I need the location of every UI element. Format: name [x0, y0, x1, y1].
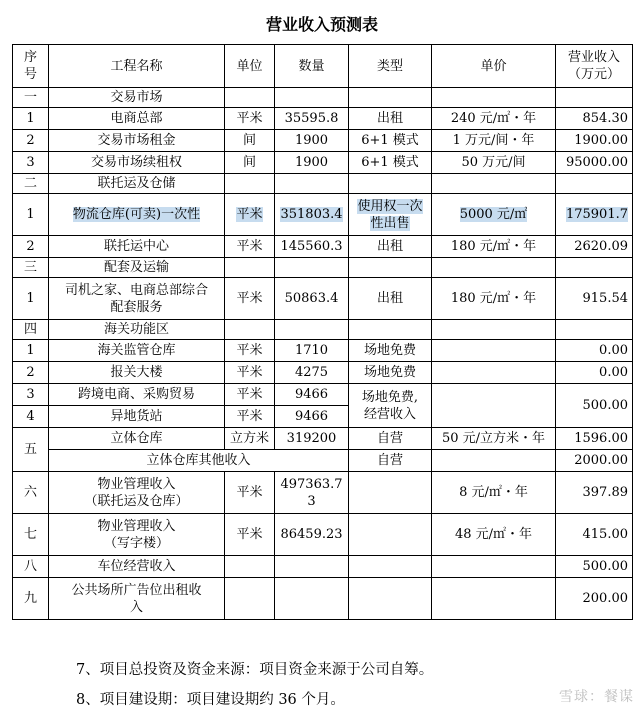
header-unit: 单位 — [225, 45, 275, 88]
header-qty: 数量 — [275, 45, 349, 88]
section-row: 三 配套及运输 — [13, 258, 633, 278]
table-row: 3 跨境电商、采购贸易 平米 9466 场地免费, 经营收入 500.00 — [13, 384, 633, 406]
table-row: 2 联托运中心 平米 145560.3 出租 180 元/㎡・年 2620.09 — [13, 236, 633, 258]
header-type: 类型 — [349, 45, 432, 88]
table-row: 4 异地货站 平米 9466 — [13, 406, 633, 428]
section-row: 四 海关功能区 — [13, 320, 633, 340]
header-seq: 序 号 — [13, 45, 49, 88]
note-8: 8、项目建设期：项目建设期约 36 个月。 — [76, 692, 345, 708]
table-row: 2 报关大楼 平米 4275 场地免费 0.00 — [13, 362, 633, 384]
revenue-forecast-table — [12, 44, 633, 620]
table-row: 七 物业管理收入 （写字楼） 平米 86459.23 48 元/㎡・年 415.00 — [13, 514, 633, 556]
table-row: 五 立体仓库 立方米 319200 自营 50 元/立方米・年 1596.00 — [13, 428, 633, 450]
table-row: 六 物业管理收入 （联托运及仓库） 平米 497363.7 3 8 元/㎡・年 397.89 — [13, 472, 633, 514]
table-row: 立体仓库其他收入 自营 2000.00 — [13, 450, 633, 472]
section-row: 一 交易市场 — [13, 88, 633, 108]
header-revenue: 营业收入 （万元） — [556, 45, 633, 88]
table-row: 八 车位经营收入 500.00 — [13, 556, 633, 578]
table-row: 九 公共场所广告位出租收 入 200.00 — [13, 578, 633, 620]
table-row: 3 交易市场续租权 间 1900 6+1 模式 50 万元/间 95000.00 — [13, 152, 633, 174]
table-row: 1 物流仓库(可卖)一次性 平米 351803.4 使用权一次 性出售 5000 元/㎡ 175901.7 — [13, 194, 633, 236]
header-row — [13, 45, 633, 88]
header-price: 单价 — [432, 45, 556, 88]
table-row: 1 司机之家、电商总部综合 配套服务 平米 50863.4 出租 180 元/㎡・年 915.54 — [13, 278, 633, 320]
table-row: 1 海关监管仓库 平米 1710 场地免费 0.00 — [13, 340, 633, 362]
note-7: 7、项目总投资及资金来源：项目资金来源于公司自筹。 — [76, 662, 434, 678]
section-row: 二 联托运及仓储 — [13, 174, 633, 194]
header-name: 工程名称 — [49, 45, 225, 88]
table-row: 2 交易市场租金 间 1900 6+1 模式 1 万元/间・年 1900.00 — [13, 130, 633, 152]
page-title: 营业收入预测表 — [265, 15, 378, 34]
table-row: 1 电商总部 平米 35595.8 出租 240 元/㎡・年 854.30 — [13, 108, 633, 130]
watermark: 雪球：餐谋 — [559, 689, 634, 705]
